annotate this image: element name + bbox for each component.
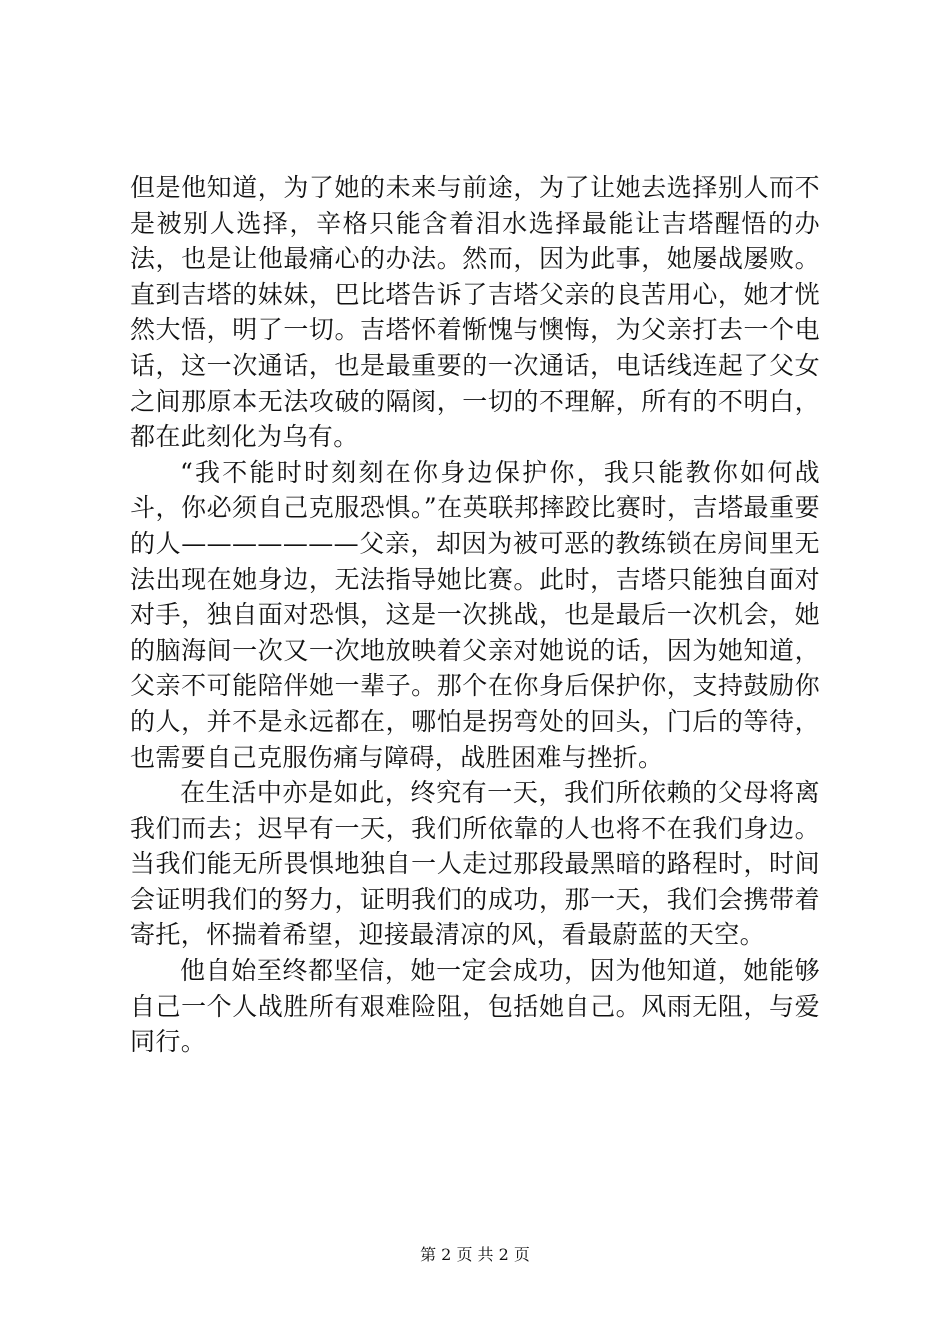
paragraph-2: “我不能时时刻刻在你身边保护你，我只能教你如何战斗，你必须自己克服恐惧。”在英联邦摔跤比赛时，吉塔最重要的人———————父亲，却因为被可恶的教练锁在房间里无法出现在她身边，无法指导她比赛。此时，吉塔只能独自面对对手，独自面对恐惧，这是一次挑战，也是最后一次机会，她的脑海间一次又一次地放映着父亲对她说的话，因为她知道，父亲不可能陪伴她一辈子。那个在你身后保护你，支持鼓励你的人，并不是永远都在，哪怕是拐弯处的回头，门后的等待，也需要自己克服伤痛与障碍，战胜困难与挫折。 — [130, 457, 820, 772]
paragraph-4: 他自始至终都坚信，她一定会成功，因为他知道，她能够自己一个人战胜所有艰难险阻，包括她自己。风雨无阻，与爱同行。 — [130, 956, 820, 1057]
paragraph-1: 但是他知道，为了她的未来与前途，为了让她去选择别人而不是被别人选择，辛格只能含着泪水选择最能让吉塔醒悟的办法，也是让他最痛心的办法。然而，因为此事，她屡战屡败。直到吉塔的妹妹，巴比塔告诉了吉塔父亲的良苦用心，她才恍然大悟，明了一切。吉塔怀着惭愧与懊悔，为父亲打去一个电话，这一次通话，也是最重要的一次通话，电话线连起了父女之间那原本无法攻破的隔阂，一切的不理解，所有的不明白，都在此刻化为乌有。 — [130, 173, 820, 452]
paragraph-3: 在生活中亦是如此，终究有一天，我们所依赖的父母将离我们而去；迟早有一天，我们所依靠的人也将不在我们身边。当我们能无所畏惧地独自一人走过那段最黑暗的路程时，时间会证明我们的努力，证明我们的成功，那一天，我们会携带着寄托，怀揣着希望，迎接最清凉的风，看最蔚蓝的天空。 — [130, 778, 820, 950]
body-text — [130, 170, 820, 1060]
page-number-footer: 第 2 页 共 2 页 — [420, 1245, 530, 1264]
